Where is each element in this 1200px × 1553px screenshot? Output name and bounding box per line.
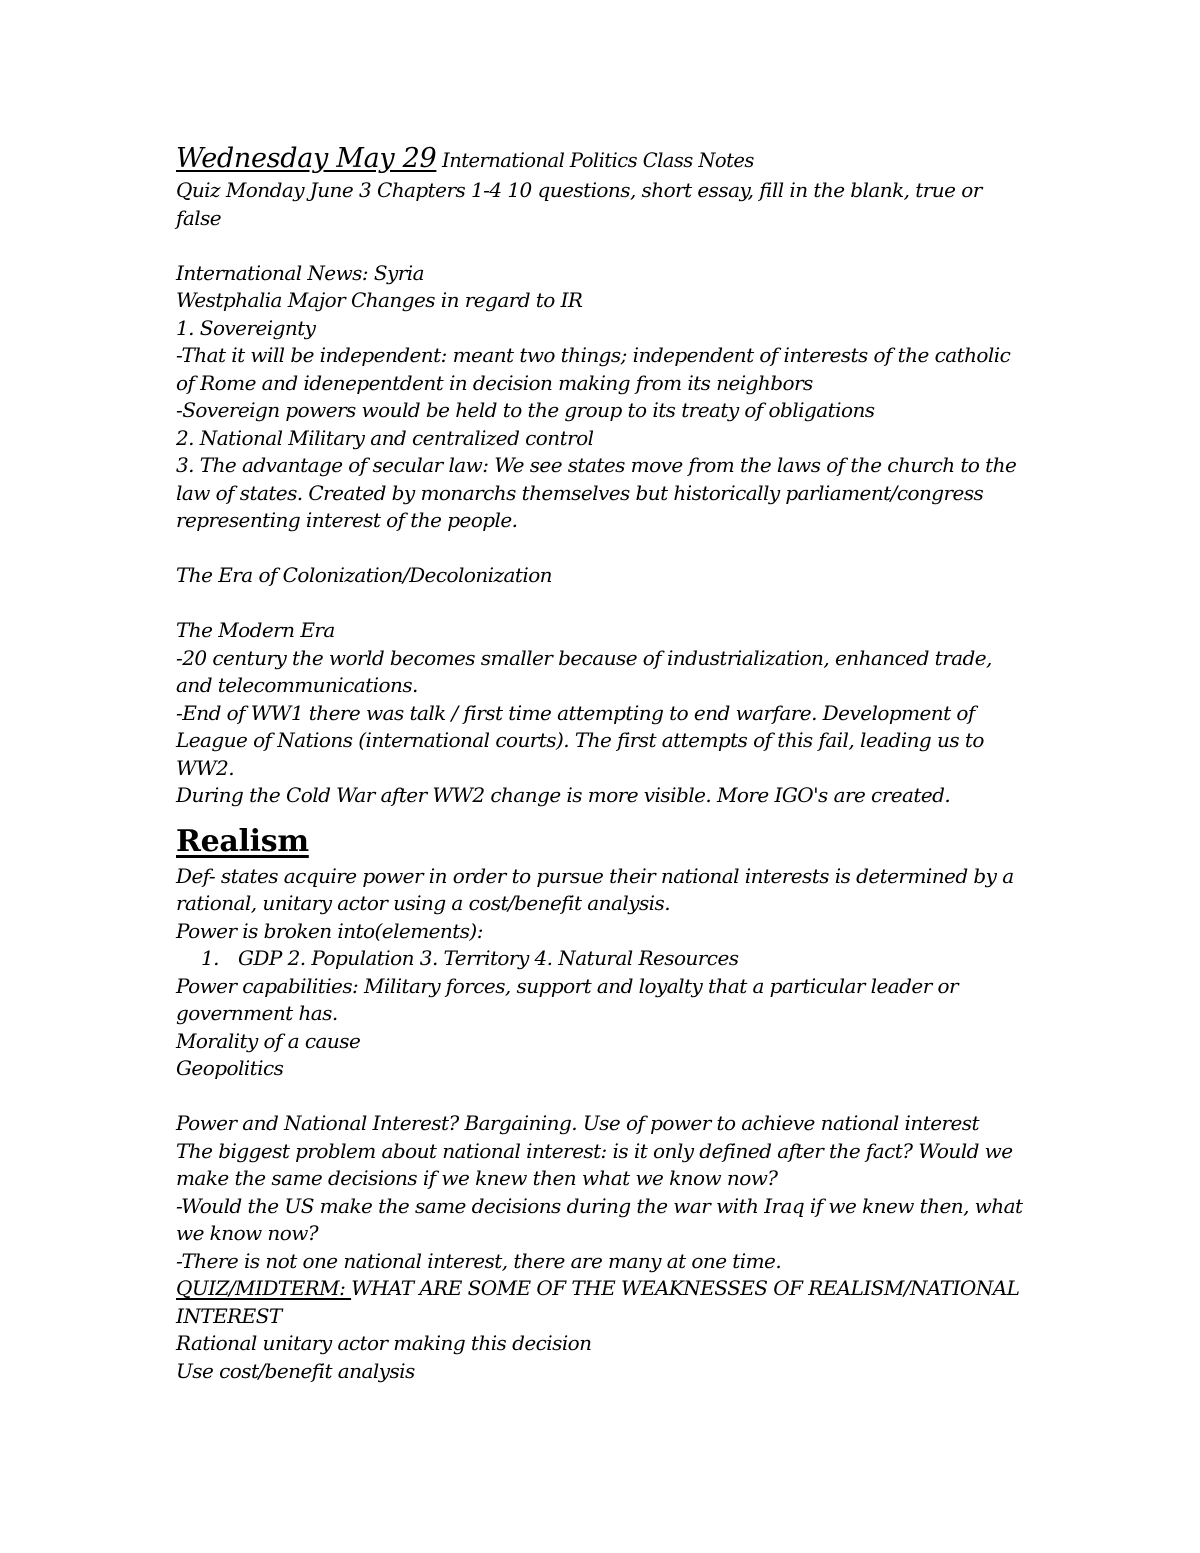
quiz-label: QUIZ/MIDTERM: xyxy=(176,1276,352,1300)
text-line: International News: Syria xyxy=(176,260,424,285)
text-line: and telecommunications. xyxy=(176,673,418,697)
text-line: Power capabilities: Military forces, support and loyalty that a particular leader or xyxy=(176,973,959,998)
text-line: 3. The advantage of secular law: We see states move from the laws of the church to the xyxy=(176,453,1017,477)
text-line: Power and National Interest? Bargaining. Use of power to achieve national interest xyxy=(176,1111,979,1135)
text-line: Quiz Monday June 3 Chapters 1-4 10 questions, short essay, fill in the blank, true or xyxy=(176,178,982,202)
page-title xyxy=(176,140,1056,177)
text-line: WW2. xyxy=(176,755,234,780)
blank-line xyxy=(176,1083,1056,1111)
text-line: Westphalia Major Changes in regard to IR xyxy=(176,288,583,312)
title-date: Wednesday May 29 xyxy=(176,143,437,174)
list-number: 1. xyxy=(201,946,219,970)
text-line: -Would the US make the same decisions during the war with Iraq if we knew then, what xyxy=(176,1193,1023,1218)
text-line: Def- states acquire power in order to pursue their national interests is determined by a xyxy=(176,863,1014,888)
quiz-question xyxy=(176,1275,1056,1303)
text-line: 1. Sovereignty xyxy=(176,315,316,340)
text-line: The Era of Colonization/Decolonization xyxy=(176,563,553,587)
text-line: of Rome and idenepentdent in decision making from its neighbors xyxy=(176,370,813,395)
text-line: make the same decisions if we knew then what we know now? xyxy=(176,1166,778,1190)
text-line: Use cost/benefit analysis xyxy=(176,1358,415,1383)
section-heading-realism: Realism xyxy=(176,823,309,859)
text-line: false xyxy=(176,205,222,230)
text-line: we know now? xyxy=(176,1221,318,1245)
text-line: rational, unitary actor using a cost/benefit analysis. xyxy=(176,891,671,915)
text-line: During the Cold War after WW2 change is more visible. More IGO's are created. xyxy=(176,783,951,807)
text-line: Rational unitary actor making this decision xyxy=(176,1331,592,1355)
text-line: -Sovereign powers would be held to the group to its treaty of obligations xyxy=(176,398,875,422)
text-line: -20 century the world becomes smaller because of industrialization, enhanced trade, xyxy=(176,645,992,670)
text-line: Power is broken into(elements): xyxy=(176,918,483,943)
text-line: -There is not one national interest, there are many at one time. xyxy=(176,1248,782,1273)
blank-line xyxy=(176,535,1056,563)
blank-line xyxy=(176,590,1056,618)
list-item-text: GDP 2. Population 3. Territory 4. Natural Resources xyxy=(238,946,739,970)
text-line: representing interest of the people. xyxy=(176,508,518,532)
text-line: The biggest problem about national interest: is it only defined after the fact? Would we xyxy=(176,1138,1013,1163)
text-line: Morality of a cause xyxy=(176,1028,361,1053)
text-line: government has. xyxy=(176,1001,338,1025)
text-line: INTEREST xyxy=(176,1303,282,1328)
text-line: -End of WW1 there was talk / first time attempting to end warfare. Development of xyxy=(176,700,975,725)
text-line: League of Nations (international courts). The first attempts of this fail, leading us to xyxy=(176,728,984,752)
list-item xyxy=(176,945,1056,973)
text-line: Geopolitics xyxy=(176,1056,284,1080)
blank-line xyxy=(176,232,1056,260)
text-line: law of states. Created by monarchs themselves but historically parliament/congress xyxy=(176,480,984,505)
text-line: The Modern Era xyxy=(176,618,335,642)
title-text: International Politics Class Notes xyxy=(436,149,754,172)
text-line: -That it will be independent: meant two things; independent of interests of the catholic xyxy=(176,343,1011,367)
quiz-text: WHAT ARE SOME OF THE WEAKNESSES OF REALISM/NATIONAL xyxy=(351,1276,1020,1300)
text-line: 2. National Military and centralized control xyxy=(176,425,594,450)
document-page xyxy=(176,140,1056,1385)
